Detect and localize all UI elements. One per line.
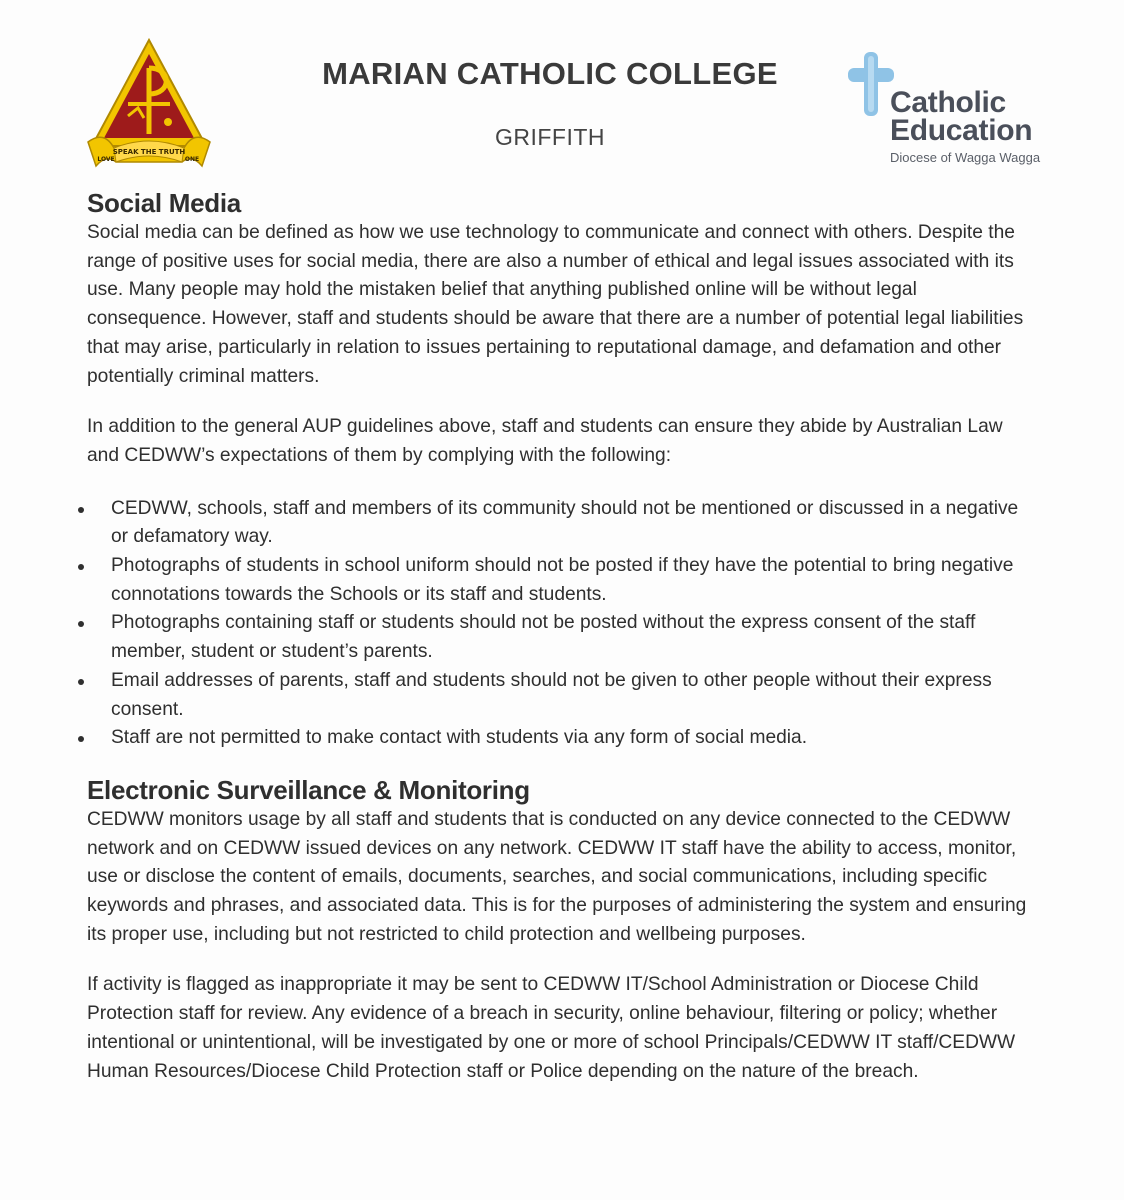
catholic-education-logo — [846, 50, 1076, 170]
bullet-icon — [78, 736, 84, 742]
list-item — [87, 552, 1037, 609]
school-town: GRIFFITH — [494, 124, 606, 150]
list-item — [87, 724, 1037, 753]
list-item-text: Staff are not permitted to make contact with students via any form of social media. — [111, 727, 808, 749]
social-media-intro: Social media can be defined as how we use technology to communicate and connect with others. Despite the range of positive uses for social media, there are also a number of ethical and legal issues associated with its use. Many people may hold the mistaken belief that anything published online will be without legal consequence. However, staff and students should be aware that there are a number of potential legal liabilities that may arise, particularly in relation to issues pertaining to reputational damage, and defamation and other potentially criminal matters. — [87, 222, 1024, 387]
bullet-icon — [78, 564, 84, 570]
list-item — [87, 667, 1037, 724]
crest-banner-right: ONE — [184, 156, 200, 163]
bullet-icon — [78, 621, 84, 627]
bullet-icon — [78, 679, 84, 685]
list-item — [87, 609, 1037, 666]
surveillance-heading: Electronic Surveillance & Monitoring — [87, 774, 530, 805]
crest-motto: SPEAK THE TRUTH — [112, 148, 186, 156]
school-name: MARIAN CATHOLIC COLLEGE — [322, 56, 778, 91]
cross-icon — [846, 50, 896, 120]
surveillance-para-1: CEDWW monitors usage by all staff and students that is conducted on any device connected to the CEDWW network and on CEDWW issued devices on any network. CEDWW IT staff have the ability to access, monitor, use or disclose the content of emails, documents, searches, and social communications, including specific keywords and phrases, and associated data. This is for the purposes of administering the system and ensuring its proper use, including but not restricted to child protection and wellbeing purposes. — [87, 808, 1027, 945]
social-media-rules-list — [87, 495, 1037, 753]
list-item-text: Email addresses of parents, staff and students should not be given to other people without their express consent. — [111, 669, 992, 720]
list-item-text: Photographs containing staff or students should not be posted without the express consent of the staff member, student or student’s parents. — [111, 612, 976, 663]
bullet-icon — [78, 507, 84, 513]
school-crest-icon — [84, 38, 214, 173]
social-media-guidelines-intro: In addition to the general AUP guidelines above, staff and students can ensure they abide by Australian Law and CEDWW’s expectations of them by complying with the following: — [87, 416, 1003, 466]
crest-banner-left: LOVE — [97, 156, 115, 163]
social-media-heading: Social Media — [87, 188, 241, 218]
ce-logo-education: Education — [890, 114, 1033, 147]
ce-logo-diocese: Diocese of Wagga Wagga — [890, 150, 1041, 165]
surveillance-para-2: If activity is flagged as inappropriate it may be sent to CEDWW IT/School Administration or Diocese Child Protection staff for review. Any evidence of a breach in security, online behaviour, filtering or policy; whether intentional or unintentional, will be investigated by one or more of school Principals/CEDWW IT staff/CEDWW Human Resources/Diocese Child Protection staff or Police depending on the nature of the breach. — [87, 974, 1016, 1082]
list-item — [87, 495, 1037, 552]
ce-logo-catholic: Catholic — [890, 86, 1006, 119]
list-item-text: Photographs of students in school uniform should not be posted if they have the potential to bring negative connotations towards the Schools or its staff and students. — [111, 555, 1014, 605]
document-body — [87, 188, 1037, 1086]
list-item-text: CEDWW, schools, staff and members of its community should not be mentioned or discussed in a negative or defamatory way. — [111, 497, 1019, 548]
